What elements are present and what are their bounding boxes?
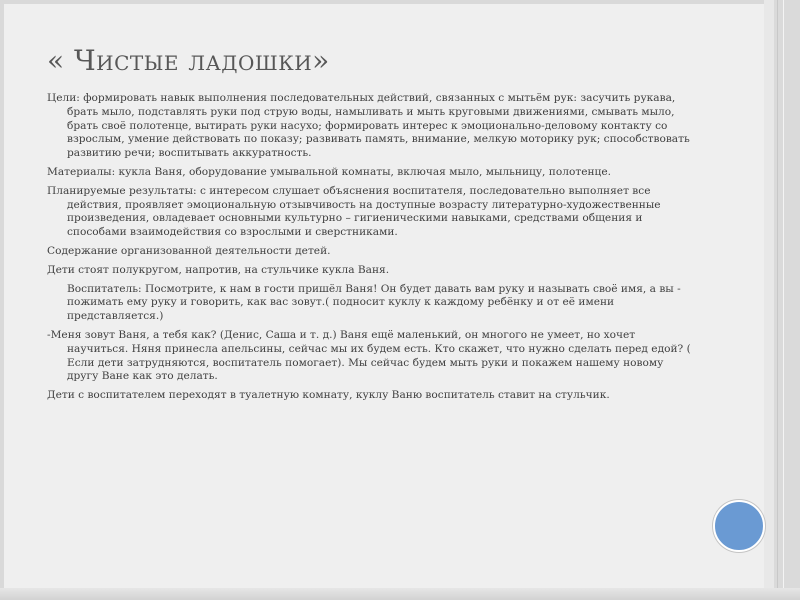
content-heading-paragraph: Содержание организованной деятельности детей. [47,244,331,257]
teacher-speech-paragraph: Воспитатель: Посмотрите, к нам в гости пришёл Ваня! Он будет давать вам руку и называть своё имя, а вы - пожимать ему руку и говорить, как вас зовут.( подносит куклу к каждому ребёнку и от её имени представляется.) [67,282,681,323]
decorative-circle [713,500,765,552]
goals-paragraph: Цели: формировать навык выполнения последовательных действий, связанных с мытьём рук: засучить рукава, брать мыло, подставлять руки под струю воды, намыливать и мыть круговыми движениями, смывать мыло, брать своё полотенце, вытирать руки насухо; формировать интерес к эмоционально-деловому контакту со взрослым, умение действовать по показу; развивать память, внимание, мелкую моторику рук; способствовать развитию речи; воспитывать аккуратность. [47,92,690,160]
slide-body [47,92,692,408]
slide-top-border [0,0,800,4]
slide-left-border [0,0,4,600]
slide-title: « Чистые ладошки» [47,44,330,77]
bottom-decorative-band [0,588,800,600]
setup-paragraph: Дети стоят полукругом, напротив, на стульчике кукла Ваня. [47,263,390,276]
right-decorative-stripe-inner [764,0,774,600]
doll-speech-paragraph: -Меня зовут Ваня, а тебя как? (Денис, Саша и т. д.) Ваня ещё маленький, он многого не умеет, но хочет научиться. Няня принесла апельсины, сейчас мы их будем есть. Кто скажет, что нужно сделать перед едой? ( Если дети затрудняются, воспитатель помогает). Мы сейчас будем мыть руки и покажем нашему новому другу Ване как это делать. [47,328,691,383]
right-decorative-line [777,0,778,600]
results-paragraph: Планируемые результаты: с интересом слушает объяснения воспитателя, последовательно выполняет все действия, проявляет эмоциональную отзывчивость на доступные возрасту литературно-художественные произведения, овладевает основными культурно – гигиеническими навыками, средствами общения и способами взаимодействия со взрослыми и сверстниками. [47,184,661,239]
right-decorative-line-light [783,0,784,600]
transition-paragraph: Дети с воспитателем переходят в туалетную комнату, куклу Ваню воспитатель ставит на стульчик. [47,389,610,402]
materials-paragraph: Материалы: кукла Ваня, оборудование умывальной комнаты, включая мыло, мыльницу, полотенце. [47,165,611,178]
